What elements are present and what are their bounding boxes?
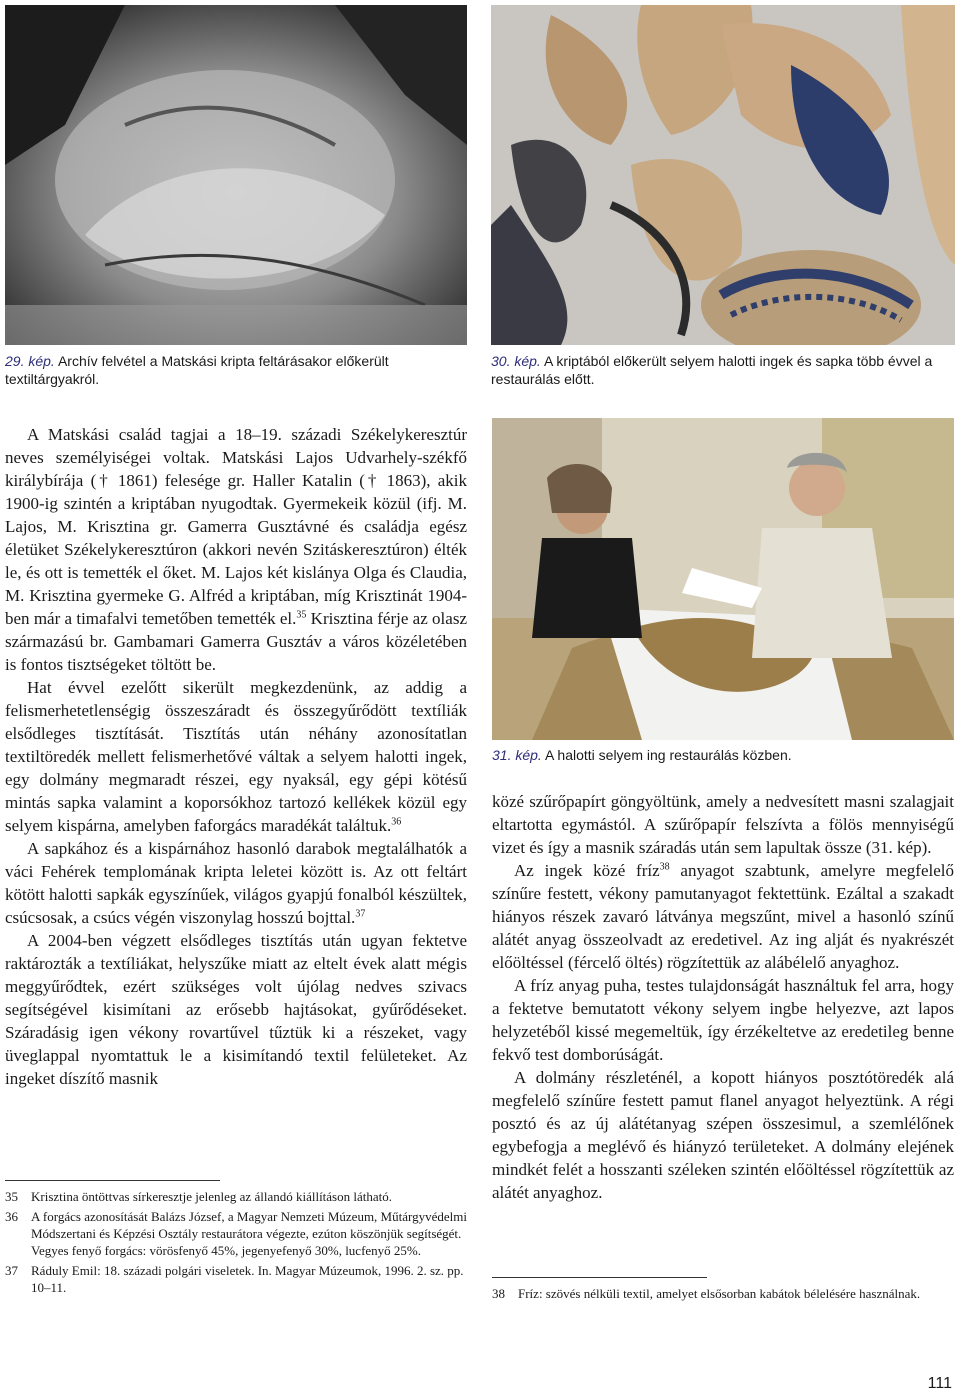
right-paragraph-1: közé szűrőpapírt göngyöltünk, amely a nedvesített masni szalagjait eltartotta egymástól. A szűrőpapír felszívta a fölös mennyiségű vizet és így a masnik száradás után sem lapultak össze (31. kép). [492,792,954,857]
left-paragraph-3: A sapkához és a kispárnához hasonló darabok megtalálhatók a váci Fehérek templomának kripta leletei között is. Az ott feltárt kötött halotti sapkák egyszínűek, világos gyapjú fonalból készültek, csúcsosak, a csúcs végén viszonylag hosszú bojttal.$^{37}$ [5,839,467,927]
left-paragraph-2: Hat évvel ezelőtt sikerült megkezdenünk, az addig a felismerhetetlenségig összeszáradt és összegyűrődött textíliák elsődleges tisztítását. Tisztítás után néhány azonosítatlan textiltöredék mellett felismerhetővé váltak a selyem halotti ingek, egy dolmány megmaradt részei, egy nyaksál, egy gépi kötésű mintás sapka valamint a koporsókhoz tartozó kellékek közül egy selyem kispárna, amelyben faforgács maradékát találtuk.$^{36}$ [5,678,467,835]
left-footnotes [5,1188,467,1299]
photo-31-caption: 31. kép. A halotti selyem ing restaurálás közben. [492,747,792,763]
right-footnotes [492,1285,954,1305]
page-number: 111 [927,1375,952,1392]
photo-31-restoration [492,418,954,740]
footnote-36: 36 A forgács azonosítását Balázs József, a Magyar Nemzeti Múzeum, Műtárgyvédelmi Módszertani és Képzési Osztály restaurátora végezte, ezúton köszönjük segítségét. Vegyes fenyő forgács: vörösfenyő 45%, jegenyefenyő 30%, lucfenyő 25%. [5,1209,467,1258]
right-footnote-rule [492,1277,707,1278]
photo-30-silk-shirts [491,5,955,345]
left-footnote-rule [5,1180,220,1181]
photo-30-caption: 30. kép. A kriptából előkerült selyem halotti ingek és sapka több évvel a restaurálás előtt. [491,353,933,387]
right-paragraph-2: Az ingek közé fríz$^{38}$ anyagot szabtunk, amelyre megfelelő színűre festett, vékony pamutanyagot fektettünk. Ezáltal a szakadt hiányos részek zavaró látványa megszűnt, mivel a hasonló színű alátét anyag összeolvadt az eredetivel. Az ing alját és nyakrészét előöltéssel (fércelő öltés) rögzítettük az alábélelő anyaghoz. [492,861,954,972]
photo-29-crypt-textiles [5,5,467,345]
right-paragraph-4: A dolmány részleténél, a kopott hiányos posztótöredék alá megfelelő színűre festett pamut flanel anyagot helyeztünk. A régi posztó és az új alátétanyag szépen összesimul, a szemlélőnek egybefogja a meglévő és hiányzó területeket. A dolmány elejének mindkét felét a hosszanti széleken szintén előöltéssel rögzítettük az alátét anyaghoz. [492,1068,954,1202]
footnote-35: 35 Krisztina öntöttvas sírkeresztje jelenleg az állandó kiállításon látható. [5,1189,392,1204]
right-paragraph-3: A fríz anyag puha, testes tulajdonságát használtuk fel arra, hogy a fektetve bemutatott vékony selyem ingbe helyezve, azt lapos helyzetéből kissé megemeltük, így érzékeltetve az eredetileg benne fekvő test domborúságát. [492,976,954,1064]
footnote-37: 37 Ráduly Emil: 18. századi polgári viseletek. In. Magyar Múzeumok, 1996. 2. sz. pp. 10–11. [5,1263,464,1295]
right-column-text [492,790,954,1204]
left-paragraph-1: A Matskási család tagjai a 18–19. századi Székelykeresztúr neves személyiségei voltak. Matskási Lajos Udvarhely-székfő királybírája († 1861) felesége gr. Haller Katalin († 1863), akik 1900-ig szintén a kriptában nyugodtak. Gyermekeik közül (ifj. M. Lajos, M. Krisztina gr. Gamerra Gusztávné és családja egész életüket Székelykeresztúron (akkori nevén Szitáskeresztúron) élték le, és ott is temették el őket. M. Lajos két kislánya Olga és Claudia, M. Krisztina gyermeke G. Alfréd a kriptában, míg Krisztinát 1904-ben már a timafalvi temetőben temették el.$^{35}$ Krisztina férje az olasz származású br. Gambamari Gamerra Gusztáv a város közéletében is fontos tisztségeket töltött be. [5,425,467,674]
left-column-text [5,423,467,1090]
photo-29-caption: 29. kép. Archív felvétel a Matskási kripta feltárásakor előkerült textiltárgyakról. [5,353,389,387]
left-paragraph-4: A 2004-ben végzett elsődleges tisztítás után ugyan fektetve raktározták a textíliákat, helyszűke miatt az eltelt évek alatt mégis meggyűrődtek, ezért szükséges volt újólag nedves szivacs segítségével kisimítani az erősebb hajtásokat, gyűrődéseket. Száradásig igen vékony rovartűvel tűztük ki a részeket, vagy üveglappal nyomtattuk le a kisimítandó textil felületeket. Az ingeket díszítő masnik [5,931,467,1088]
footnote-38: 38 Fríz: szövés nélküli textil, amelyet elsősorban kabátok bélelésére használnak. [492,1286,921,1301]
